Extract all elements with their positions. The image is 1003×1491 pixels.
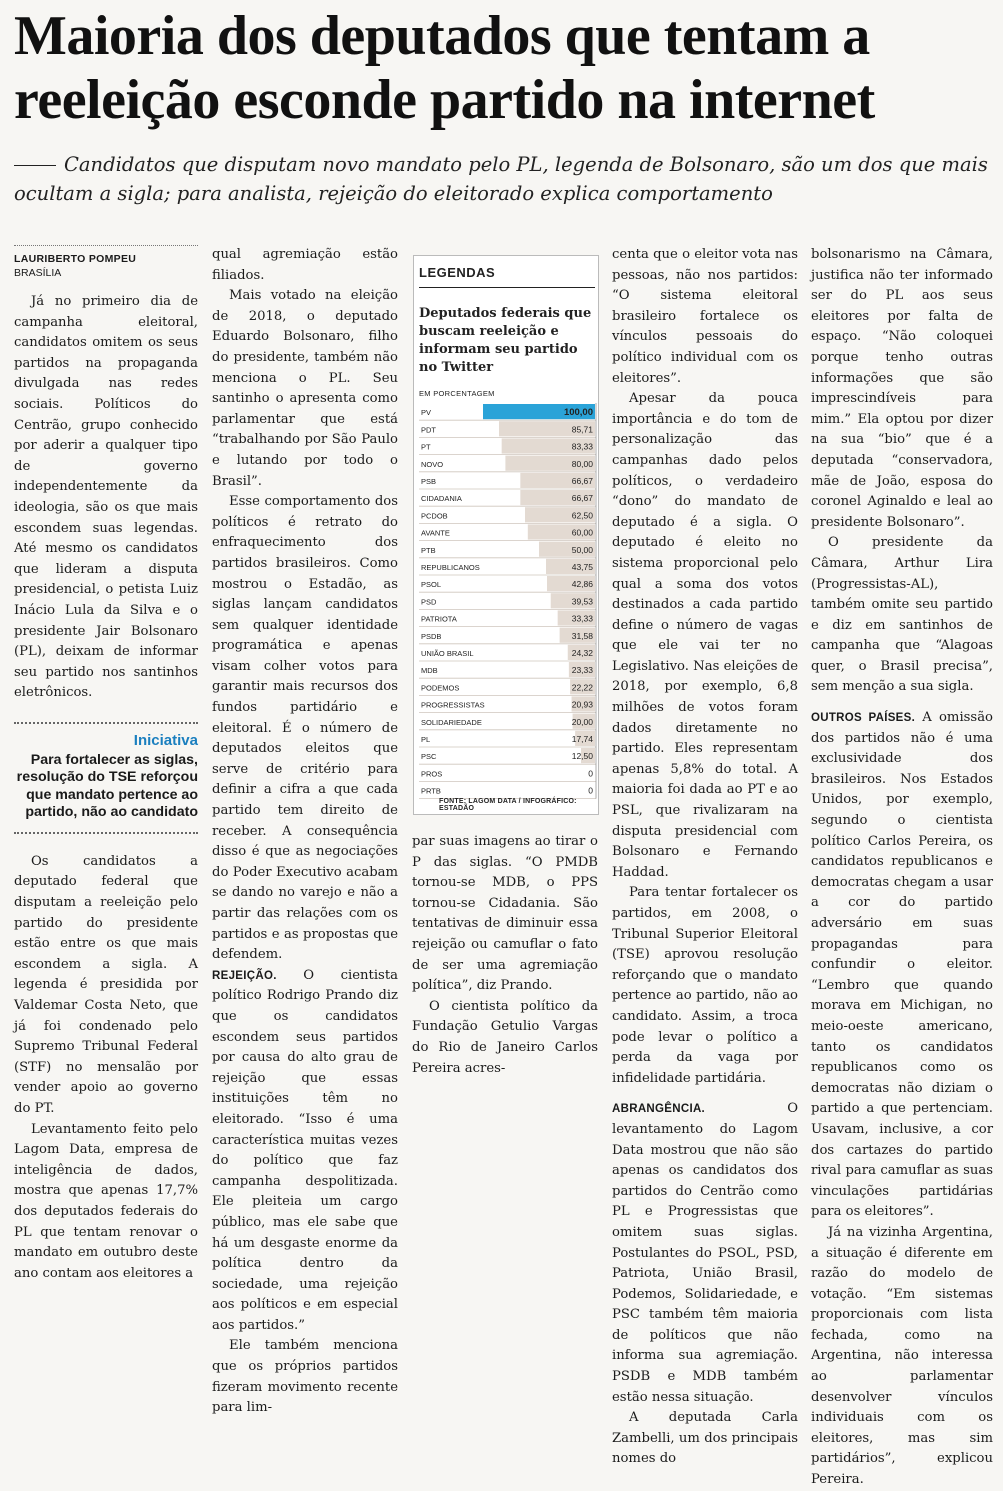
chart-title: Deputados federais que buscam reeleição e informam seu partido no Twitter bbox=[419, 306, 592, 375]
chart-value-label: 50,00 bbox=[571, 544, 593, 555]
chart-category-label: PSB bbox=[421, 477, 437, 486]
pullquote-text: Para fortalecer as siglas, resolução do TSE reforçou que mandato pertence ao partido, não ao candidato bbox=[16, 751, 198, 821]
paragraph: Apesar da pouca importância e do tom de personalização das campanhas dado pelos políticos, o verdadeiro “dono” do mandato de deputado é a sigla. O deputado é eleito no sistema proporcional pelo qual a soma dos votos destinados a cada partido define o número de vagas que ele vai ter no Legislativo. Nas eleições de 2018, por exemplo, 6,8 milhões de votos foram dados diretamente no partido. Eles representam apenas 5,8% do total. A maioria foi dada ao PT e ao PSL, que rivalizaram na disputa presidencial com Bolsonaro e Fernando Haddad. bbox=[612, 391, 798, 880]
chart-value-label: 83,33 bbox=[571, 441, 593, 452]
runin-head: REJEIÇÃO. bbox=[212, 969, 277, 982]
chart-category-label: PCDOB bbox=[421, 511, 448, 521]
column-5 bbox=[811, 245, 993, 1488]
paragraph: Para tentar fortalecer os partidos, em 2008, o Tribunal Superior Eleitoral (TSE) aprovou resolução reforçando que o mandato pertence ao partido, não ao candidato. Assim, a troca pode levar o político a perda da vaga por infidelidade partidária. bbox=[612, 885, 798, 1086]
paragraph: O cientista político da Fundação Getulio Vargas do Rio de Janeiro Carlos Pereira acres- bbox=[412, 998, 598, 1076]
chart-value-label: 20,00 bbox=[571, 716, 593, 727]
chart-category-label: SOLIDARIEDADE bbox=[421, 717, 482, 727]
chart-value-label: 31,58 bbox=[571, 630, 593, 641]
byline-author: LAURIBERTO POMPEU bbox=[14, 253, 137, 265]
paragraph: O presidente da Câmara, Arthur Lira (Progressistas-AL), também omite seu partido e diz em santinhos de campanha que “Alagoas quer, o Brasil precisa”, sem menção a sua sigla. bbox=[811, 535, 993, 695]
chart-category-label: MDB bbox=[421, 666, 438, 676]
chart-value-label: 60,00 bbox=[571, 527, 593, 538]
paragraph: Ele também menciona que os próprios partidos fizeram movimento recente para lim- bbox=[212, 1338, 398, 1416]
paragraph-text: A omissão dos partidos não é uma exclusividade dos brasileiros. Nos Estados Unidos, por exemplo, segundo o cientista político Carlos Pereira, os candidatos republicanos e democratas chegam a usar a cor do partido adversário em suas propagandas para confundir o eleitor. “Lembro que quando morava em Michigan, no meio-oeste americano, tanto os candidatos republicanos como os democratas não diziam o partido a que pertenciam. Usavam, inclusive, a cor dos cartazes do partido rival para camuflar as suas vinculações partidárias para os eleitores”. bbox=[811, 710, 993, 1220]
chart-category-label: PSD bbox=[421, 597, 437, 607]
chart-value-label: 0 bbox=[588, 785, 593, 796]
chart-value-label: 66,67 bbox=[571, 493, 593, 504]
chart-value-label: 24,32 bbox=[571, 648, 593, 658]
paragraph: Já no primeiro dia de campanha eleitoral, candidatos omitem os seus partidos na propaganda divulgada nas redes sociais. Políticos do Centrão, grupo conhecido por aderir a qualquer tipo de governo independentemente da ideologia, são os que mais escondem suas legendas. Até mesmo os candidatos que lideram a disputa presidencial, o petista Luiz Inácio Lula da Silva e o presidente Jair Bolsonaro (PL), deixam de informar seu partido nos santinhos eletrônicos. bbox=[14, 294, 198, 701]
chart-category-label: CIDADANIA bbox=[421, 494, 462, 504]
paragraph: qual agremiação estão filiados. bbox=[212, 247, 398, 283]
chart-tag: LEGENDAS bbox=[419, 265, 496, 280]
paragraph: bolsonarismo na Câmara, justifica não ter informado ser do PL aos seus eleitores por falta de espaço. “Não coloquei porque tenho outras informações que são imprescindíveis para mim.” Ela optou por dizer na sua “bio” que é a deputada “conservadora, mãe de João, esposa do coronel Aginaldo e leal ao presidente Bolsonaro”. bbox=[811, 247, 993, 530]
chart-category-label: PTB bbox=[421, 545, 436, 555]
chart-value-label: 100,00 bbox=[563, 407, 593, 419]
column-1 bbox=[14, 245, 198, 1281]
pullquote-rule bbox=[14, 832, 198, 834]
chart-category-label: PDT bbox=[421, 425, 436, 435]
chart-value-label: 62,50 bbox=[571, 510, 593, 521]
chart-value-label: 20,93 bbox=[571, 699, 593, 710]
deck-dash bbox=[14, 165, 56, 166]
chart-value-label: 80,00 bbox=[571, 458, 593, 469]
chart-category-label: PATRIOTA bbox=[421, 614, 457, 624]
paragraph: centa que o eleitor vota nas pessoas, não nos partidos: “O sistema eleitoral brasileiro fortalece os vínculos pessoais do político individual com os eleitores”. bbox=[612, 247, 798, 386]
byline-rule bbox=[14, 245, 198, 246]
pullquote-box bbox=[14, 722, 198, 834]
chart-category-label: AVANTE bbox=[421, 528, 450, 538]
chart-value-label: 43,75 bbox=[571, 562, 593, 572]
chart-value-label: 17,74 bbox=[571, 734, 593, 744]
headline: Maioria dos deputados que tentam a reeleição esconde partido na internet bbox=[14, 5, 875, 131]
chart-category-label: PV bbox=[421, 408, 432, 418]
chart-category-label: REPUBLICANOS bbox=[421, 563, 480, 572]
chart-value-label: 0 bbox=[588, 768, 593, 779]
paragraph: Já na vizinha Argentina, a situação é diferente em razão do modelo de votação. “Em sistemas proporcionais com lista fechada, como na Argentina, não interessa ao parlamentar desenvolver vínculos individuais com os eleitores, mas sim partidários”, explicou Pereira. bbox=[811, 1224, 993, 1488]
paragraph: Levantamento feito pelo Lagom Data, empresa de inteligência de dados, mostra que apenas 17,7% dos deputados federais do PL que tentam renovar o mandato em outubro deste ano contam aos eleitores a bbox=[14, 1121, 198, 1281]
chart-value-label: 42,86 bbox=[571, 579, 593, 590]
chart-value-label: 66,67 bbox=[571, 476, 593, 486]
chart-value-label: 33,33 bbox=[571, 613, 593, 624]
column-3 bbox=[412, 832, 598, 1079]
chart-value-label: 23,33 bbox=[571, 665, 593, 676]
paragraph-with-runin bbox=[811, 708, 993, 1223]
runin-head: OUTROS PAÍSES. bbox=[811, 712, 916, 725]
paragraph: A deputada Carla Zambelli, um dos principais nomes do bbox=[612, 1410, 798, 1467]
chart-category-label: NOVO bbox=[421, 459, 444, 469]
chart-category-label: PL bbox=[421, 735, 431, 744]
deck-text: Candidatos que disputam novo mandato pelo PL, legenda de Bolsonaro, são um dos que mais ocultam a sigla; para analista, rejeição do eleitorado explica comportamento bbox=[14, 153, 988, 205]
deck bbox=[14, 150, 994, 208]
chart-category-label: PODEMOS bbox=[421, 683, 460, 693]
chart-category-label: PSOL bbox=[421, 580, 442, 590]
chart-category-label: PROGRESSISTAS bbox=[421, 700, 485, 710]
paragraph-text: O levantamento do Lagom Data mostrou que não são apenas os candidatos dos partidos do Centrão como PL e Progressistas que omitem suas siglas. Postulantes do PSOL, PSD, Patriota, União Brasil, Podemos, Solidariedade, e PSC também têm maioria de políticos que não informa sua agremiação. PSDB e MDB também estão nessa situação. bbox=[612, 1101, 798, 1405]
chart bbox=[413, 255, 599, 815]
chart-category-label: PROS bbox=[421, 769, 443, 779]
paragraph-with-runin bbox=[212, 966, 398, 1337]
chart-category-label: PSDB bbox=[421, 631, 442, 641]
chart-category-label: UNIÃO BRASIL bbox=[421, 649, 474, 658]
paragraph-text: O cientista político Rodrigo Prando diz que os candidatos escondem seus partidos por causa do alto grau de rejeição que essas instituições têm no eleitorado. “Isso é uma característica muitas vezes do político que faz campanha despolitizada. Ele pleiteia um cargo público, mas ele sabe que há um desgaste enorme da política dentro da sociedade, uma rejeição aos políticos e em especial aos partidos.” bbox=[212, 967, 398, 1333]
chart-value-label: 39,53 bbox=[571, 596, 593, 607]
paragraph: Mais votado na eleição de 2018, o deputado Eduardo Bolsonaro, filho do presidente, também não menciona o PL. Seu santinho o apresenta como parlamentar que está “trabalhando por São Paulo e lutando por todo o Brasil”. bbox=[212, 288, 398, 489]
chart-category-label: PRTB bbox=[421, 786, 441, 796]
chart-category-label: PSC bbox=[421, 752, 437, 762]
paragraph: Os candidatos a deputado federal que disputam a reeleição pelo partido do presidente estão entre os que mais escondem a sigla. A legenda é presidida por Valdemar Costa Neto, que já foi condenado pelo Supremo Tribunal Federal (STF) no mensalão por vender apoio ao governo do PT. bbox=[14, 853, 198, 1116]
pullquote-kicker: Iniciativa bbox=[133, 731, 198, 749]
chart-value-label: 85,71 bbox=[571, 424, 593, 435]
runin-head: ABRANGÊNCIA. bbox=[612, 1103, 706, 1116]
paragraph-with-runin bbox=[612, 1099, 798, 1408]
chart-unit-label: EM PORCENTAGEM bbox=[419, 389, 495, 398]
column-4 bbox=[612, 245, 798, 1467]
chart-tag-rule bbox=[419, 287, 595, 288]
paragraph: Esse comportamento dos políticos é retrato do enfraquecimento dos partidos brasileiros. Como mostrou o Estadão, as siglas lançam candidatos sem qualquer identidade programática e apenas visam colher votos para garantir mais recursos dos fundos partidário e eleitoral. É o número de deputados eleitos que serve de critério para definir a cifra a que cada partido tem direito de receber. A consequência disso é que as negociações do Poder Executivo acabam se dando no varejo e não a partir das relações com os partidos e as propostas que defendem. bbox=[212, 494, 398, 963]
chart-value-label: 12,50 bbox=[571, 751, 593, 762]
column-2 bbox=[212, 245, 398, 1416]
chart-source: FONTE: LAGOM DATA / INFOGRÁFICO: ESTADÃO bbox=[439, 798, 577, 812]
chart-value-label: 22,22 bbox=[571, 682, 593, 693]
byline-place: BRASÍLIA bbox=[14, 267, 62, 279]
chart-category-label: PT bbox=[421, 442, 431, 452]
paragraph: par suas imagens ao tirar o P das siglas. “O PMDB tornou-se MDB, o PPS tornou-se Cidadania. São tentativas de diminuir essa rejeição ou camuflar o fato de ser uma agremiação política”, diz Prando. bbox=[412, 834, 598, 994]
